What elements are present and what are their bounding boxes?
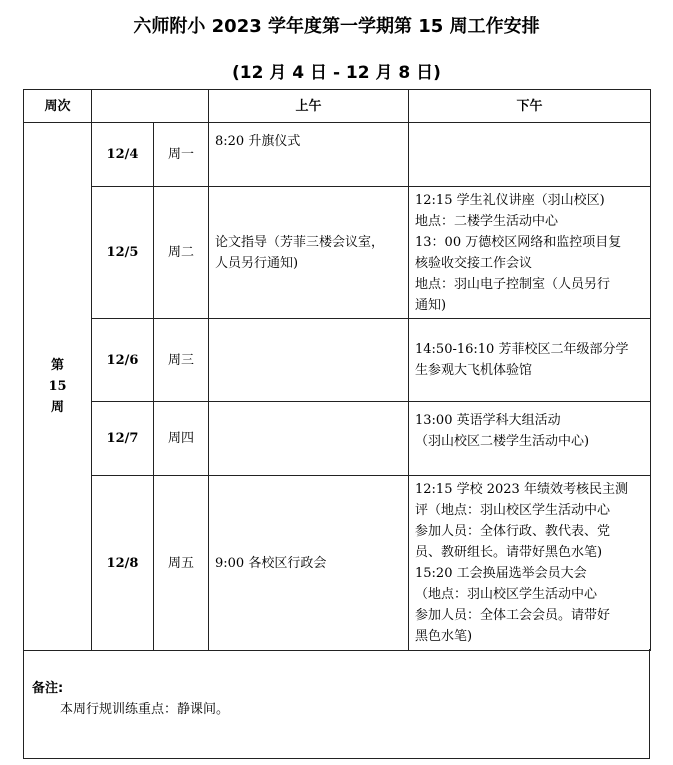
pm-line: 参加人员：全体行政、教代表、党 xyxy=(415,524,611,539)
pm-line: 13：00 万德校区网络和监控项目复 xyxy=(415,234,622,250)
pm-line: 通知) xyxy=(415,297,447,313)
pm-line: 评（地点：羽山校区学生活动中心 xyxy=(415,503,611,518)
pm-line: （地点：羽山校区学生活动中心 xyxy=(415,587,598,602)
date-cell: 12/5 xyxy=(92,187,154,319)
table-header-row xyxy=(24,90,651,123)
pm-line: 14:50-16:10 芳菲校区二年级部分学 xyxy=(415,342,629,357)
pm-cell xyxy=(409,187,651,319)
pm-cell xyxy=(409,319,651,402)
date-cell: 12/8 xyxy=(92,476,154,651)
week-cell xyxy=(24,123,92,651)
day-cell: 周五 xyxy=(154,476,209,651)
header-week: 周次 xyxy=(24,90,92,123)
am-cell xyxy=(209,319,409,402)
pm-line: 12:15 学校 2023 年绩效考核民主测 xyxy=(415,482,628,497)
date-cell: 12/4 xyxy=(92,123,154,187)
table-row xyxy=(24,402,651,476)
pm-line: 15:20 工会换届选举会员大会 xyxy=(415,566,587,581)
pm-cell xyxy=(409,123,651,187)
table-row xyxy=(24,319,651,402)
pm-line: 参加人员：全体工会会员。请带好 xyxy=(415,608,611,623)
week-label-1: 第 xyxy=(50,358,64,373)
day-cell: 周一 xyxy=(154,123,209,187)
week-label-2: 15 xyxy=(48,379,67,394)
am-line: 论文指导（芳菲三楼会议室， xyxy=(215,234,385,250)
pm-line: 12:15 学生礼仪讲座（羽山校区) xyxy=(415,192,605,208)
pm-cell xyxy=(409,402,651,476)
am-line: 9:00 各校区行政会 xyxy=(215,555,327,571)
header-pm: 下午 xyxy=(409,90,651,123)
day-cell: 周三 xyxy=(154,319,209,402)
day-cell: 周二 xyxy=(154,187,209,319)
date-cell: 12/7 xyxy=(92,402,154,476)
pm-line: 黑色水笔) xyxy=(415,629,473,644)
pm-cell xyxy=(409,476,651,651)
table-row xyxy=(24,476,651,651)
schedule-table xyxy=(23,89,651,651)
notes-label: 备注: xyxy=(32,681,64,696)
am-cell xyxy=(209,476,409,651)
document-title: 六师附小 2023 学年度第一学期第 15 周工作安排 xyxy=(133,16,540,37)
date-cell: 12/6 xyxy=(92,319,154,402)
am-line: 人员另行通知) xyxy=(215,255,299,271)
am-cell xyxy=(209,187,409,319)
pm-line: 核验收交接工作会议 xyxy=(415,255,533,271)
date-range-subtitle: (12 月 4 日 - 12 月 8 日) xyxy=(232,63,441,83)
notes-text: 本周行规训练重点：静课间。 xyxy=(60,702,230,717)
header-am: 上午 xyxy=(209,90,409,123)
am-cell xyxy=(209,123,409,187)
pm-line: 13:00 英语学科大组活动 xyxy=(415,413,561,428)
table-row xyxy=(24,187,651,319)
day-cell: 周四 xyxy=(154,402,209,476)
pm-line: （羽山校区二楼学生活动中心) xyxy=(415,434,590,449)
am-line: 8:20 升旗仪式 xyxy=(215,134,301,149)
pm-line: 地点：羽山电子控制室（人员另行 xyxy=(415,276,611,292)
am-cell xyxy=(209,402,409,476)
pm-line: 地点：二楼学生活动中心 xyxy=(415,213,559,229)
pm-line: 生参观大飞机体验馆 xyxy=(415,363,533,378)
table-row xyxy=(24,123,651,187)
header-date-empty xyxy=(92,90,209,123)
notes-section xyxy=(23,649,650,759)
week-label-3: 周 xyxy=(50,400,64,415)
pm-line: 员、教研组长。请带好黑色水笔) xyxy=(415,545,603,560)
